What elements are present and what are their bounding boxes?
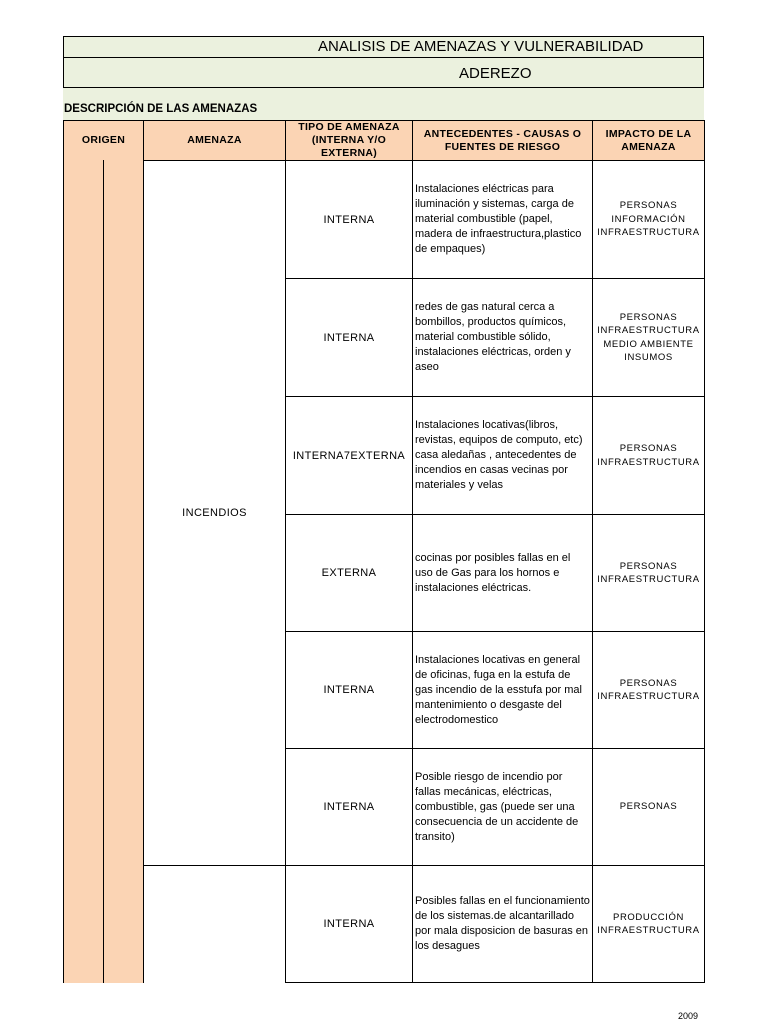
tipo-value: EXTERNA [321,567,377,579]
table-row-antecedentes [412,278,593,397]
header-impacto-label: IMPACTO DE LA AMENAZA [605,127,692,153]
impacto-item: PERSONAS [619,677,678,689]
table-row-impacto [592,160,705,279]
footer-year: 2009 [678,1011,699,1021]
amenaza-group-incendios [143,160,286,866]
antecedentes-value: Instalaciones locativas(libros, revistas, equipos de computo, etc) casa aledañas , antecedentes de incendios en casas vecinas por materiales y velas [415,419,583,491]
table-row-antecedentes [412,865,593,983]
impacto-item: INFRAESTRUCTURA [597,691,700,702]
document-title: ANALISIS DE AMENAZAS Y VULNERABILIDAD [318,38,644,55]
table-row-tipo [285,748,413,866]
origin-column-right [103,160,144,983]
tipo-value: INTERNA [323,331,375,344]
tipo-value: INTERNA [323,213,375,226]
origin-column-left [63,160,104,983]
header-tipo [285,120,413,161]
impacto-item: MEDIO AMBIENTE [603,338,694,350]
table-row-impacto [592,396,705,515]
impacto-item: INSUMOS [624,352,673,363]
table-row-impacto [592,748,705,866]
table-row-antecedentes [412,748,593,866]
header-antecedentes-label: ANTECEDENTES - CAUSAS O FUENTES DE RIESGO [423,127,582,153]
table-row-tipo [285,278,413,397]
antecedentes-value: Posibles fallas en el funcionamiento de los sistemas.de alcantarillado por mala disposicion de basuras en los desagues [415,895,590,952]
table-row-impacto [592,278,705,397]
impacto-item: PERSONAS [619,443,678,454]
tipo-value: INTERNA [323,801,375,813]
table-row-antecedentes [412,631,593,749]
amenaza-group-empty [143,865,286,983]
impacto-item: INFRAESTRUCTURA [597,227,700,239]
table-row-tipo [285,631,413,749]
document-subtitle: ADEREZO [459,65,532,82]
antecedentes-value: cocinas por posibles fallas en el uso de Gas para los hornos e instalaciones eléctricas. [415,551,571,594]
document-title-band [63,36,704,58]
antecedentes-value: Instalaciones eléctricas para iluminación y sistemas, carga de material combustible (papel, madera de infraestructura,plastico de empaques) [415,183,582,255]
tipo-value: INTERNA7EXTERNA [292,449,406,462]
impacto-item: PERSONAS [619,200,678,212]
table-row-tipo [285,865,413,983]
impacto-item: INFRAESTRUCTURA [597,925,700,936]
amenaza-label: INCENDIOS [182,507,247,519]
impacto-item: INFORMACIÓN [611,213,686,225]
table-row-tipo [285,514,413,632]
table-row-impacto [592,514,705,632]
impacto-item: INFRAESTRUCTURA [597,456,700,468]
antecedentes-value: Posible riesgo de incendio por fallas mecánicas, eléctricas, combustible, gas (puede ser una consecuencia de un accidente de transito) [415,770,579,843]
section-label: DESCRIPCIÓN DE LAS AMENAZAS [64,103,258,115]
tipo-value: INTERNA [323,918,375,930]
impacto-item: INFRAESTRUCTURA [597,325,700,336]
table-row-antecedentes [412,160,593,279]
table-row-impacto [592,631,705,749]
table-row-antecedentes [412,396,593,515]
header-antecedentes [412,120,593,161]
impacto-item: INFRAESTRUCTURA [597,574,700,585]
table-row-impacto [592,865,705,983]
header-amenaza: AMENAZA [143,120,286,161]
antecedentes-value: redes de gas natural cerca a bombillos, productos químicos, material combustible sólido, instalaciones eléctricas, orden y aseo [415,301,571,373]
table-row-antecedentes [412,514,593,632]
antecedentes-value: Instalaciones locativas en general de oficinas, fuga en la estufa de gas incendio de la esstufa por mal mantenimiento o desgaste del electrodomestico [415,653,582,726]
tipo-value: INTERNA [323,684,375,696]
impacto-item: PRODUCCIÓN [613,911,684,923]
document-subtitle-band [63,57,704,88]
header-tipo-label: TIPO DE AMENAZA (INTERNA Y/O EXTERNA) [298,121,400,159]
header-impacto [592,120,705,161]
table-row-tipo [285,396,413,515]
table-row-tipo [285,160,413,279]
impacto-item: PERSONAS [619,801,678,813]
impacto-item: PERSONAS [619,560,678,572]
impacto-item: PERSONAS [619,311,678,323]
header-origen: ORIGEN [63,120,144,161]
